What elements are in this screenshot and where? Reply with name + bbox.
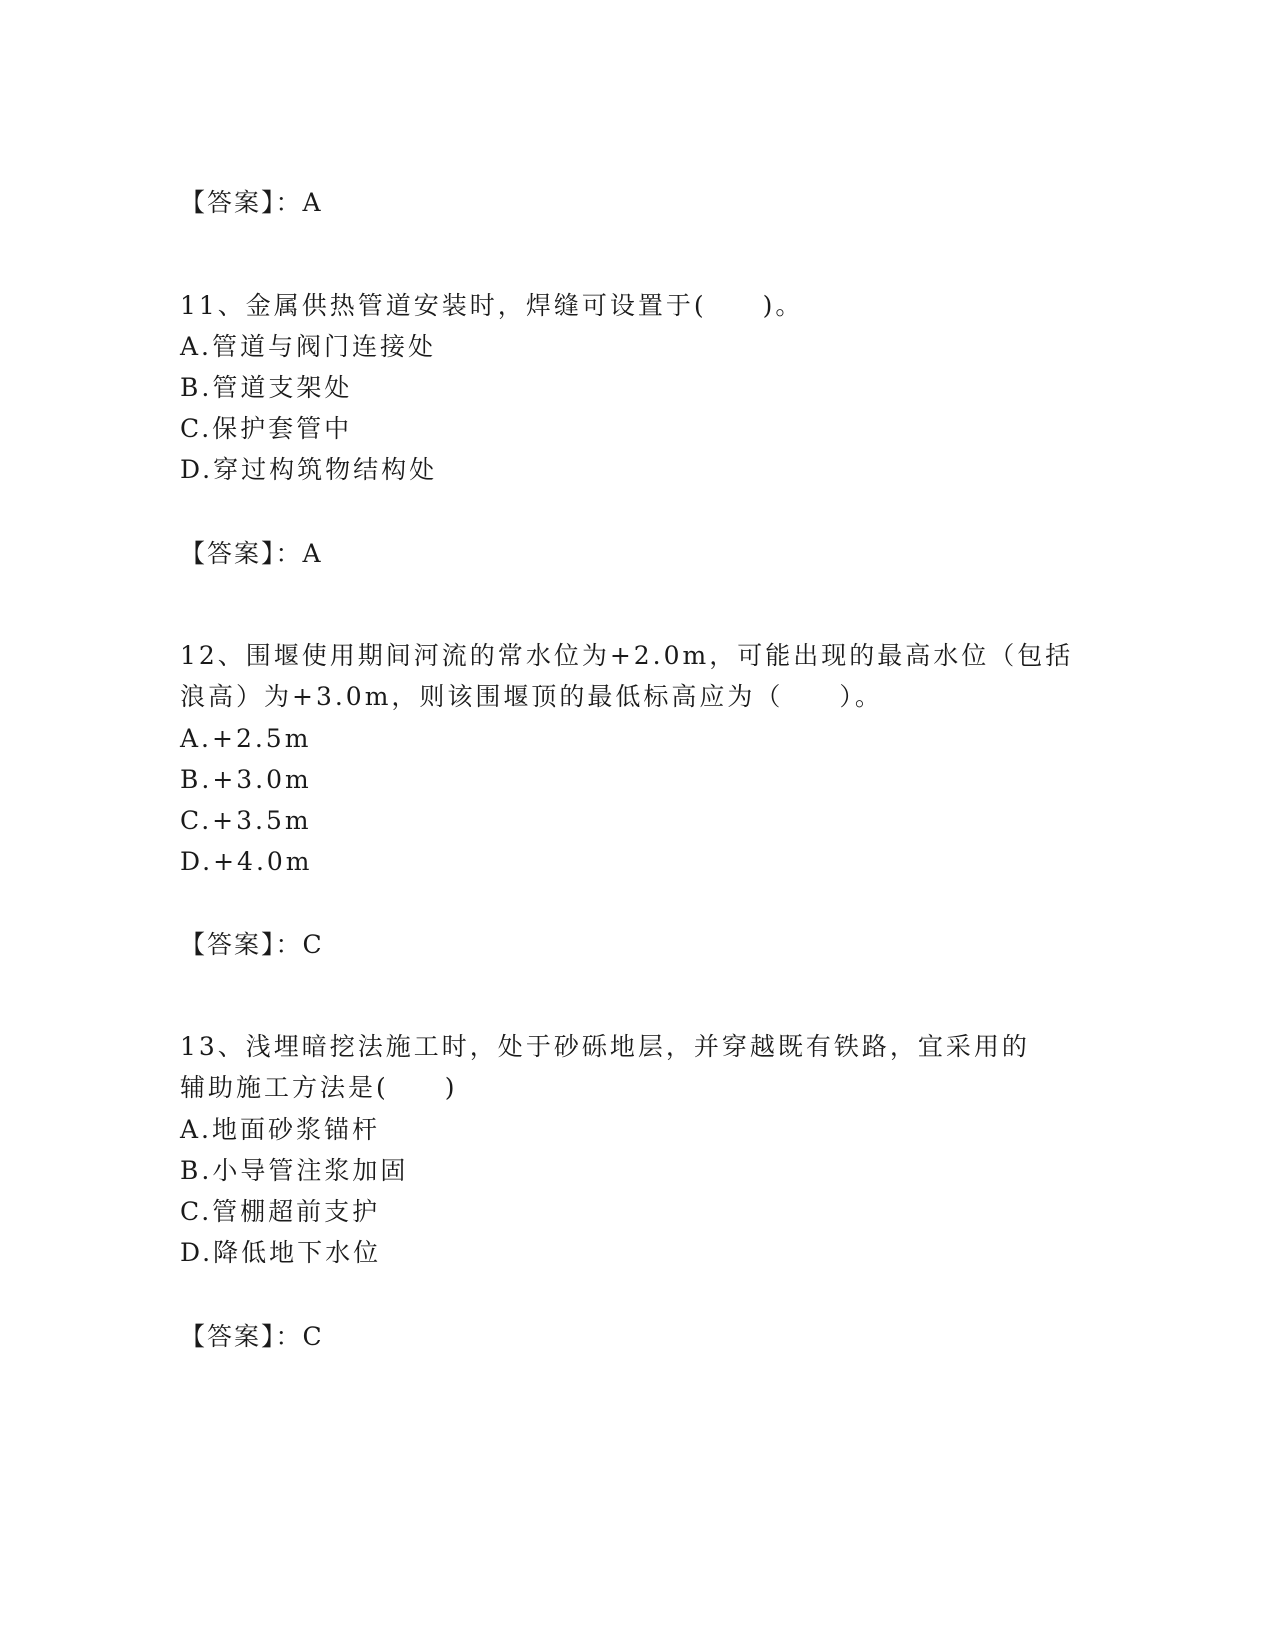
question-stem-line-1: 13、浅埋暗挖法施工时，处于砂砾地层，并穿越既有铁路，宜采用的 <box>180 1032 1030 1061</box>
question-stem: 11、金属供热管道安装时，焊缝可设置于( )。 <box>180 291 804 320</box>
option-d: D.+4.0m <box>180 847 313 876</box>
option-b: B.管道支架处 <box>180 373 353 402</box>
answer: 【答案】：C <box>180 930 324 959</box>
option-a: A.管道与阀门连接处 <box>180 332 437 361</box>
option-a: A.地面砂浆锚杆 <box>180 1115 381 1144</box>
question-stem-line-1: 12、围堰使用期间河流的常水位为+2.0m，可能出现的最高水位（包括 <box>180 641 1074 670</box>
option-c: C.保护套管中 <box>180 414 353 443</box>
option-a: A.+2.5m <box>180 724 312 753</box>
question-stem-line-2: 辅助施工方法是( ) <box>180 1073 458 1102</box>
previous-answer: 【答案】：A <box>180 188 323 217</box>
option-b: B.+3.0m <box>180 765 312 794</box>
answer: 【答案】：C <box>180 1322 324 1351</box>
option-c: C.管棚超前支护 <box>180 1197 381 1226</box>
option-d: D.穿过构筑物结构处 <box>180 455 438 484</box>
option-d: D.降低地下水位 <box>180 1238 382 1267</box>
option-c: C.+3.5m <box>180 806 312 835</box>
question-stem-line-2: 浪高）为+3.0m，则该围堰顶的最低标高应为（ ）。 <box>180 682 883 711</box>
option-b: B.小导管注浆加固 <box>180 1156 409 1185</box>
answer: 【答案】：A <box>180 539 323 568</box>
